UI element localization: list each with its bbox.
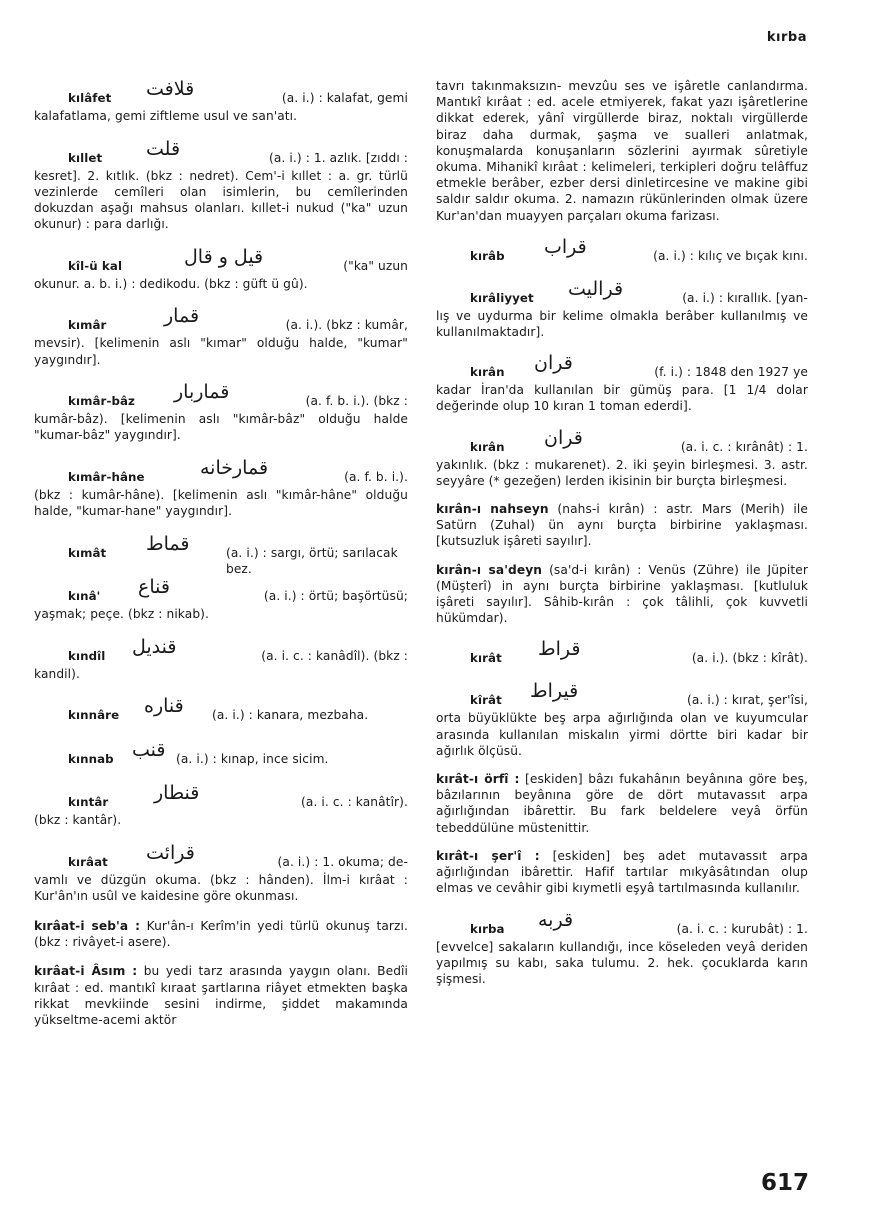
entry-definition-start: (a. i.) : kılıç ve bıçak kını. (653, 248, 808, 263)
entry-definition: yakınlık. (bkz : mukarenet). 2. iki şeyin birleşmesi. 3. astr. seyyâre (* gezeğen) lerden ikisinin bir burçta birleşmesi. (436, 457, 808, 488)
entry-definition-start: (a. i. c. : kanâtîr). (301, 795, 408, 810)
entry-definition-start: (a. i.) : kalafat, gemi (281, 91, 408, 105)
dictionary-entry (436, 638, 808, 668)
headword: kıntâr (68, 795, 109, 810)
arabic-script: قلافت (146, 78, 195, 100)
entry-definition: kalafatlama, gemi ziftleme usul ve san'atı. (34, 109, 298, 123)
arabic-script: قماربار (174, 381, 230, 404)
headword: kımâr-bâz (68, 394, 136, 409)
entry-definition-start: (a. i. c. : kurubât) : 1. (676, 921, 808, 936)
dictionary-entry (34, 782, 408, 828)
dictionary-subentry (34, 918, 408, 950)
dictionary-subentry (436, 771, 808, 836)
entry-definition-start: ("ka" uzun (343, 258, 408, 273)
entry-definition-start: (a. i.) : 1. okuma; de- (277, 854, 408, 869)
headword: kırân (470, 365, 505, 380)
headword: kımâr (68, 318, 107, 333)
entry-definition-start: (a. i.) : örtü; başörtüsü; (263, 589, 408, 604)
dictionary-entry (34, 78, 408, 124)
dictionary-subentry (436, 562, 808, 627)
dictionary-entry (436, 236, 808, 266)
arabic-script: قمارخانه (200, 456, 269, 479)
headword: kırân (470, 439, 505, 454)
entry-definition: [evvelce] sakaların kullandığı, ince köseleden veyâ deriden yapılmış su kabı, saka tulumu. 2. hek. çocuklarda karın şişmesi. (436, 939, 808, 986)
dictionary-entry (34, 305, 408, 367)
subentry-definition: bu yedi tarz arasında yaygın olanı. Bedîi kırâat : ed. mantıkî kıraat şartlarına riâyet etmekten başka rikkat mevkiinde sesini indirme, şiddet makamında yükseltme-acemi aktör (34, 964, 409, 1027)
entry-definition: kandil). (34, 666, 80, 681)
dictionary-entry (34, 576, 408, 622)
entry-definition-start: (a. f. b. i.). (344, 469, 408, 484)
entry-definition-start: (f. i.) : 1848 den 1927 ye (654, 365, 808, 380)
dictionary-entry (436, 680, 808, 759)
entry-definition-start: (a. i.). (bkz : kumâr, (285, 318, 408, 333)
headword: kındîl (68, 648, 106, 663)
subentry-word: kırâat-i seb'a : (34, 918, 141, 933)
entry-definition-start: (a. i.) : kırallık. [yan- (682, 290, 808, 305)
headword: kınnab (68, 751, 114, 766)
subentry-word: kırâat-i Âsım : (34, 964, 138, 979)
entry-definition: (bkz : kantâr). (34, 813, 122, 828)
entry-definition-start: (a. i.) : 1. azlık. [zıddı : (269, 150, 408, 165)
dictionary-subentry (436, 848, 808, 897)
dictionary-subentry (34, 963, 408, 1028)
entry-definition: okunur. a. b. i.) : dedikodu. (bkz : güft ü gû). (34, 276, 308, 291)
entry-definition: kadar İran'da kullanılan bir gümüş para. [1 1/4 dolar değerinde olup 10 kıran 1 toman ederdi]. (436, 383, 808, 414)
entry-definition: kesret]. 2. kıtlık. (bkz : nedret). Cem'-i kıllet : a. gr. türlü vezinlerde cemîleri olan isimlerin, bu cemîlerinden dokuzdan aşağı mahsus olanları. kıllet-i nukud ("ka" uzun okunur) : para darlığı. (34, 168, 408, 232)
dictionary-entry (34, 381, 408, 443)
arabic-script: قيراط (530, 680, 579, 703)
headword: kîrât (470, 693, 502, 708)
dictionary-subentry (436, 501, 808, 550)
entry-definition-start: (a. i.) : kınap, ince sicim. (176, 751, 329, 766)
arabic-script: قرائت (146, 841, 195, 864)
subentry-definition: (sa'd-i kırân) : Venüs (Zühre) ile Jüpiter (Müşterî) in aynı burçta birbirine yaklaşması. [kutluluk işâreti sayılır]. Sâhib-kırân : çok tâlihli, çok kuvvetli hükümdar). (436, 562, 808, 626)
headword: kınâ' (68, 589, 101, 604)
headword: kîl-ü kal (68, 258, 123, 273)
dictionary-entry (34, 739, 408, 769)
arabic-script: قنب (132, 738, 166, 761)
headword: kılâfet (68, 91, 112, 105)
subentry-word: kırân-ı nahseyn (436, 502, 549, 517)
arabic-script: قناع (138, 576, 170, 599)
arabic-script: قربه (538, 908, 574, 931)
dictionary-entry (34, 532, 408, 576)
arabic-script: قران (534, 352, 573, 375)
dictionary-entry (436, 427, 808, 489)
running-head: kırba (766, 30, 807, 45)
entry-definition-start: (a. i.) : sargı, örtü; sarılacak bez. (226, 545, 398, 576)
headword: kırba (470, 921, 505, 936)
entry-definition: (bkz : kumâr-hâne). [kelimenin aslı "kımâr-hâne" olduğu halde, "kumar-hane" yaygındır]. (34, 487, 408, 519)
subentry-definition: (nahs-i kırân) : astr. Mars (Merih) ile Satürn (Zuhal) ün aynı burçta birbirine yaklaşması. [kutsuzluk işâreti sayılır]. (436, 502, 809, 549)
headword: kımâr-hâne (68, 469, 145, 484)
arabic-script: قنطار (154, 782, 200, 805)
headword: kırâat (68, 854, 108, 869)
headword: kırât (470, 651, 502, 666)
arabic-script: قنديل (132, 635, 177, 658)
subentry-word: kırât-ı örfî : (436, 772, 520, 787)
arabic-script: قيل و قال (184, 245, 264, 268)
headword: kırâb (470, 248, 505, 263)
entry-definition: kumâr-bâz). [kelimenin aslı "kımâr-bâz" olduğu halde "kumar-bâz" yaygındır]. (34, 412, 408, 443)
entry-definition: mevsir). [kelimenin aslı "kımar" olduğu halde, "kumar" yaygındır]. (34, 336, 408, 367)
right-column (436, 78, 808, 999)
dictionary-entry (34, 138, 408, 233)
arabic-script: قمار (164, 305, 200, 328)
entry-definition: lış ve uydurma bir kelime olmakla berâber kullanılmış ve kullanılmaktadır]. (436, 308, 808, 340)
dictionary-entry (34, 695, 408, 725)
entry-definition-start: (a. i. c. : kanâdîl). (bkz : (261, 648, 408, 663)
entry-definition: vamlı ve düzgün okuma. (bkz : hânden). İlm-i kırâat : Kur'ân'ın usûl ve kaidesine göre okunması. (34, 872, 408, 903)
entry-definition-start: (a. i. c. : kırânât) : 1. (680, 439, 808, 454)
dictionary-entry (436, 909, 808, 988)
left-column (34, 78, 408, 1042)
dictionary-entry (34, 457, 408, 519)
dictionary-entry (34, 246, 408, 292)
arabic-script: قران (544, 426, 583, 449)
headword: kınnâre (68, 708, 120, 723)
headword: kıllet (68, 150, 103, 165)
entry-definition: tavrı takınmaksızın- mevzûu ses ve işâretle canlandırma. Mantıkî kırâat : ed. acele etmiyerek, fakat yazı işâretlerine dikkat ederek, yânî virgüllerde biraz, noktalı virgüllerde biraz daha durmak, şaşma ve sualleri anlatmak, konuşmalarda konuşanların sözlerini ayırmak sûretiyle okuma. Mihanikî kırâat : kelimeleri, terkipleri doğru telâffuz etmekle berâber, ezber dersi dinletircesine ve makine gibi saldır saldır okuma. 2. namazın rükünlerinden olmak üzere Kur'an'dan muayyen parçaları okuma farizası. (436, 79, 808, 223)
dictionary-entry-continued (436, 78, 808, 224)
headword: kırâliyyet (470, 290, 534, 305)
arabic-script: قراط (538, 638, 581, 661)
arabic-script: قراب (544, 235, 587, 258)
dictionary-entry (34, 842, 408, 904)
page-number: 617 (760, 1170, 809, 1196)
entry-definition-start: (a. i.). (bkz : kîrât). (691, 651, 808, 666)
dictionary-entry (436, 278, 808, 340)
entry-definition-start: (a. i.) : kırat, şer'îsi, (687, 693, 808, 708)
headword: kımât (68, 545, 107, 560)
arabic-script: قلت (146, 137, 181, 160)
arabic-script: قماط (146, 532, 190, 555)
subentry-word: kırât-ı şer'î : (436, 848, 540, 863)
arabic-script: قراليت (568, 277, 624, 300)
entry-definition: yaşmak; peçe. (bkz : nikab). (34, 607, 209, 622)
subentry-definition: [eskiden] beş adet mutavassıt arpa ağırlığından ibârettir. Hafif tartılar mıkyâsâtından olup elmas ve cevâhir gibi kıymetli eşyâ tartılmasında kullanılır. (436, 848, 808, 896)
entry-definition-start: (a. i.) : kanara, mezbaha. (212, 708, 369, 723)
dictionary-entry (436, 352, 808, 414)
subentry-word: kırân-ı sa'deyn (436, 562, 543, 577)
subentry-definition: [eskiden] bâzı fukahânın beyânına göre beş, bâzılarının beyânına göre de dört mutavassıt arpa ağırlığından ibârettir. Bu fark beldelere veyâ örfün tebeddülüne müstenittir. (436, 772, 808, 835)
dictionary-entry (34, 636, 408, 682)
entry-definition: orta büyüklükte beş arpa ağırlığında olan ve kuyumcular arasında kullanılan miskalın yirmi dörtte biri kadar bir ağırlık ölçüsü. (436, 711, 808, 758)
subentry-definition: Kur'ân-ı Kerîm'in yedi türlü okunuş tarzı. (bkz : rivâyet-i asere). (34, 918, 408, 949)
arabic-script: قناره (144, 695, 184, 718)
entry-definition-start: (a. f. b. i.). (bkz : (305, 394, 408, 409)
